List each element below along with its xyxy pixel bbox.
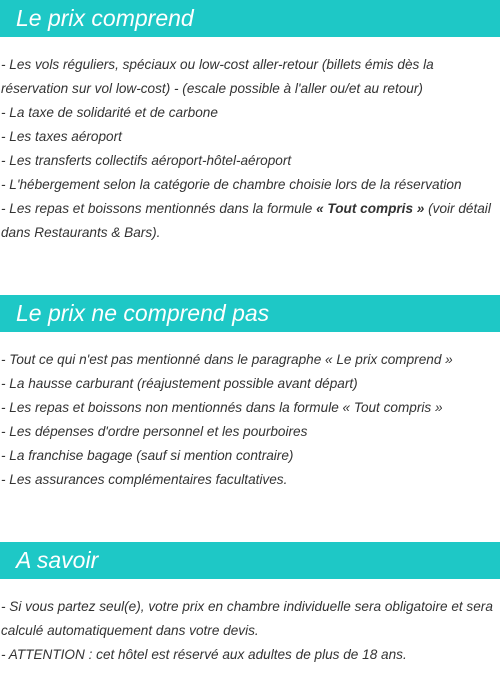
item-text: (voir détail dans Restaurants & Bars). [1,201,491,240]
section-price-includes [0,0,500,245]
section-title: A savoir [16,547,99,573]
list-item: - Les transferts collectifs aéroport-hôtel-aéroport [1,153,292,168]
list-item: - La hausse carburant (réajustement possible avant départ) [1,376,358,391]
list-item: - Les assurances complémentaires facultatives. [1,472,288,487]
list-item: - Les repas et boissons non mentionnés dans la formule « Tout compris » [1,400,443,415]
section-header [0,542,500,579]
list-item: - Les dépenses d'ordre personnel et les pourboires [1,424,308,439]
list-item: - Si vous partez seul(e), votre prix en chambre individuelle sera obligatoire et sera calculé automatiquement dans votre devis. [1,599,493,638]
list-item: - La franchise bagage (sauf si mention contraire) [1,448,294,463]
list-item: - La taxe de solidarité et de carbone [1,105,218,120]
list-item: - L'hébergement selon la catégorie de chambre choisie lors de la réservation [1,177,462,192]
section-title: Le prix comprend [16,5,194,31]
section-title: Le prix ne comprend pas [16,300,270,326]
list-item [0,197,500,245]
item-emphasis: « Tout compris » [316,201,425,216]
item-text: - Les repas et boissons mentionnés dans la formule [1,201,317,216]
list-item: - Les vols réguliers, spéciaux ou low-cost aller-retour (billets émis dès la réservation sur vol low-cost) - (escale possible à l'aller ou/et au retour) [1,57,434,96]
section-header [0,0,500,37]
item-list [0,595,500,667]
section-price-excludes [0,295,500,492]
section-header [0,295,500,332]
list-item: - Les taxes aéroport [1,129,122,144]
item-list [0,53,500,245]
section-good-to-know [0,542,500,667]
item-list [0,348,500,492]
list-item: - ATTENTION : cet hôtel est réservé aux adultes de plus de 18 ans. [1,647,407,662]
list-item: - Tout ce qui n'est pas mentionné dans le paragraphe « Le prix comprend » [1,352,453,367]
